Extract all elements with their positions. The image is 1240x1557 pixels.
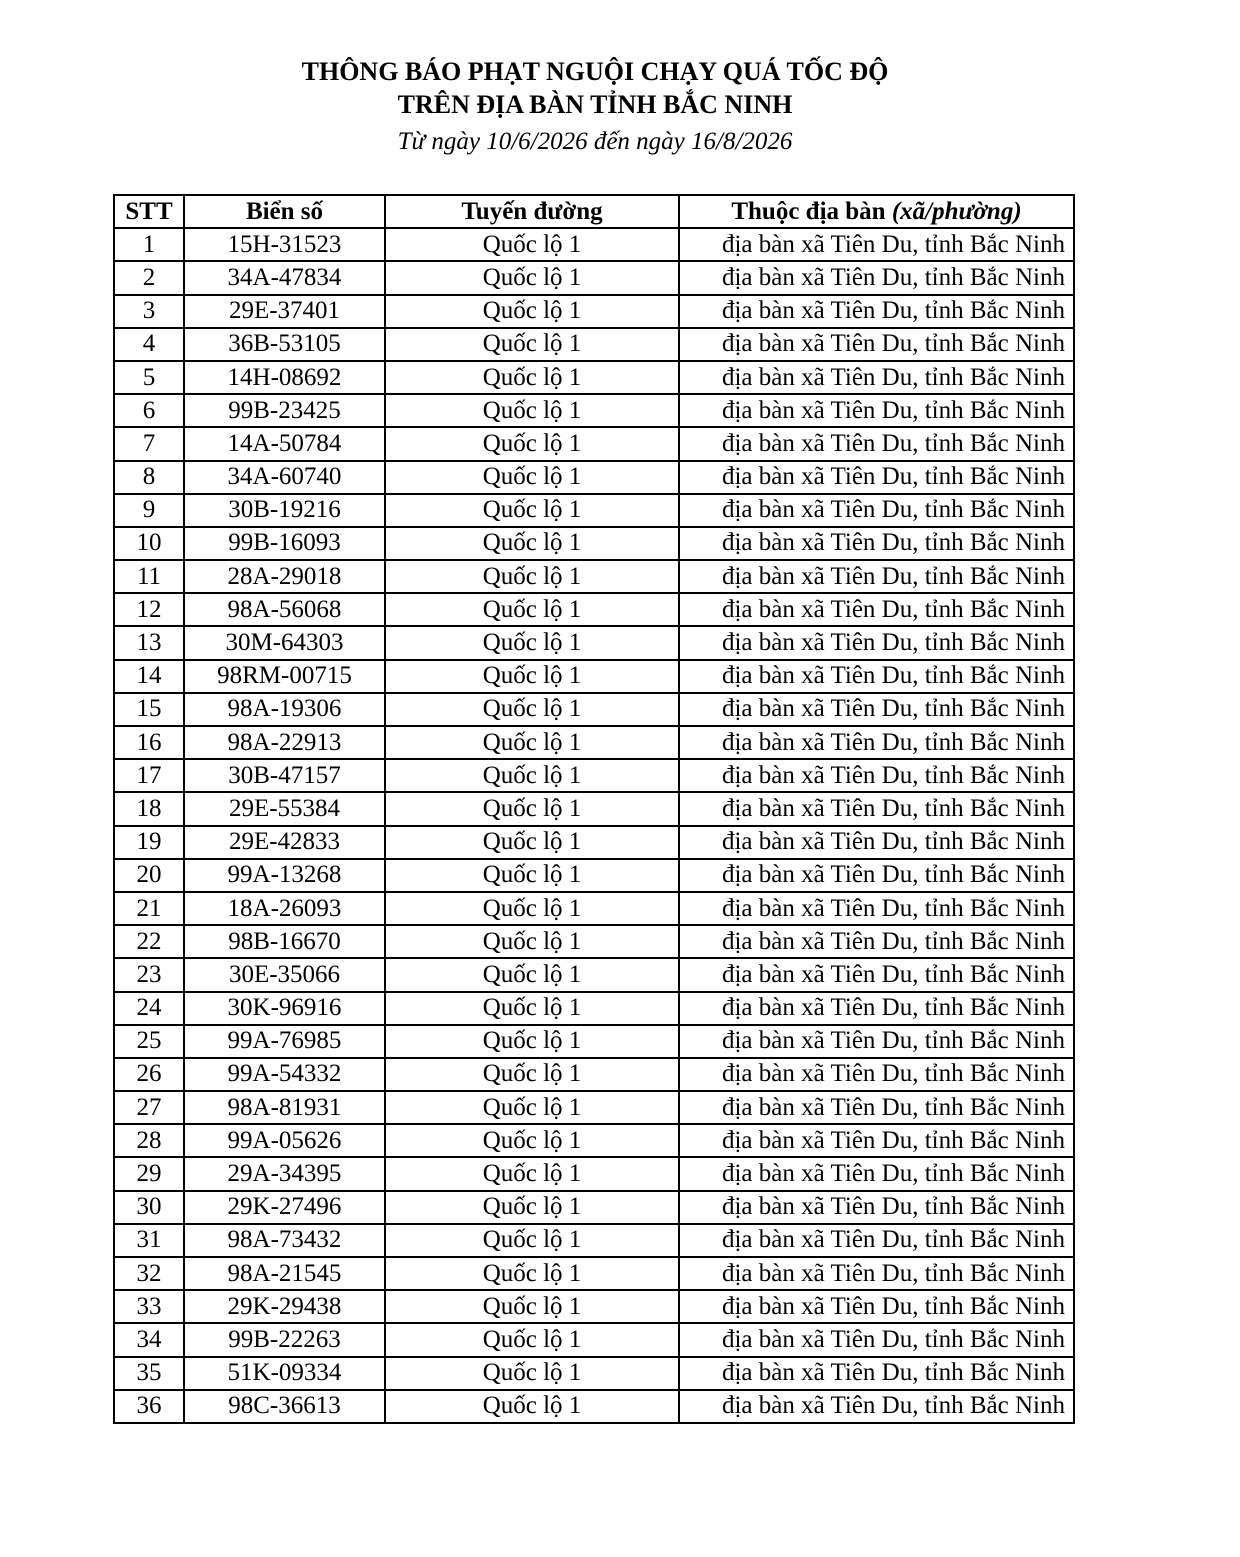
cell-area: địa bàn xã Tiên Du, tỉnh Bắc Ninh — [679, 1257, 1074, 1290]
cell-plate: 36B-53105 — [184, 328, 385, 361]
cell-area: địa bàn xã Tiên Du, tỉnh Bắc Ninh — [679, 228, 1074, 261]
table-row — [114, 1091, 1074, 1124]
cell-route: Quốc lộ 1 — [385, 228, 679, 261]
date-range-subtitle: Từ ngày 10/6/2026 đến ngày 16/8/2026 — [397, 128, 793, 155]
cell-stt: 26 — [114, 1058, 184, 1091]
cell-plate: 28A-29018 — [184, 560, 385, 593]
cell-route: Quốc lộ 1 — [385, 792, 679, 825]
cell-stt: 20 — [114, 859, 184, 892]
document-title-line1: THÔNG BÁO PHẠT NGUỘI CHẠY QUÁ TỐC ĐỘ — [301, 57, 889, 86]
cell-stt: 33 — [114, 1290, 184, 1323]
column-header-route: Tuyến đường — [385, 195, 679, 228]
cell-plate: 29E-55384 — [184, 792, 385, 825]
cell-plate: 98A-81931 — [184, 1091, 385, 1124]
cell-plate: 30K-96916 — [184, 992, 385, 1025]
table-row — [114, 1290, 1074, 1323]
cell-area: địa bàn xã Tiên Du, tỉnh Bắc Ninh — [679, 527, 1074, 560]
table-row — [114, 361, 1074, 394]
cell-route: Quốc lộ 1 — [385, 1224, 679, 1257]
cell-stt: 30 — [114, 1191, 184, 1224]
column-header-plate: Biển số — [184, 195, 385, 228]
cell-area: địa bàn xã Tiên Du, tỉnh Bắc Ninh — [679, 1390, 1074, 1423]
cell-plate: 98A-19306 — [184, 693, 385, 726]
cell-plate: 98A-73432 — [184, 1224, 385, 1257]
cell-route: Quốc lộ 1 — [385, 361, 679, 394]
cell-plate: 99A-05626 — [184, 1124, 385, 1157]
table-row — [114, 593, 1074, 626]
table-row — [114, 992, 1074, 1025]
cell-route: Quốc lộ 1 — [385, 859, 679, 892]
cell-route: Quốc lộ 1 — [385, 394, 679, 427]
table-row — [114, 626, 1074, 659]
cell-plate: 29K-27496 — [184, 1191, 385, 1224]
cell-stt: 32 — [114, 1257, 184, 1290]
cell-stt: 36 — [114, 1390, 184, 1423]
cell-area: địa bàn xã Tiên Du, tỉnh Bắc Ninh — [679, 660, 1074, 693]
cell-area: địa bàn xã Tiên Du, tỉnh Bắc Ninh — [679, 626, 1074, 659]
cell-area: địa bàn xã Tiên Du, tỉnh Bắc Ninh — [679, 361, 1074, 394]
cell-route: Quốc lộ 1 — [385, 527, 679, 560]
table-row — [114, 1025, 1074, 1058]
table-row — [114, 560, 1074, 593]
cell-area: địa bàn xã Tiên Du, tỉnh Bắc Ninh — [679, 859, 1074, 892]
cell-stt: 25 — [114, 1025, 184, 1058]
cell-area: địa bàn xã Tiên Du, tỉnh Bắc Ninh — [679, 759, 1074, 792]
cell-stt: 8 — [114, 461, 184, 494]
cell-stt: 2 — [114, 261, 184, 294]
cell-stt: 3 — [114, 295, 184, 328]
cell-area: địa bàn xã Tiên Du, tỉnh Bắc Ninh — [679, 958, 1074, 991]
table-row — [114, 295, 1074, 328]
cell-stt: 27 — [114, 1091, 184, 1124]
cell-route: Quốc lộ 1 — [385, 826, 679, 859]
cell-area: địa bàn xã Tiên Du, tỉnh Bắc Ninh — [679, 1191, 1074, 1224]
cell-stt: 21 — [114, 892, 184, 925]
table-row — [114, 693, 1074, 726]
table-row — [114, 958, 1074, 991]
cell-area: địa bàn xã Tiên Du, tỉnh Bắc Ninh — [679, 394, 1074, 427]
cell-plate: 30M-64303 — [184, 626, 385, 659]
cell-route: Quốc lộ 1 — [385, 1191, 679, 1224]
cell-plate: 99B-22263 — [184, 1323, 385, 1356]
table-row — [114, 792, 1074, 825]
cell-stt: 28 — [114, 1124, 184, 1157]
cell-plate: 30E-35066 — [184, 958, 385, 991]
cell-plate: 98B-16670 — [184, 925, 385, 958]
cell-route: Quốc lộ 1 — [385, 1025, 679, 1058]
cell-area: địa bàn xã Tiên Du, tỉnh Bắc Ninh — [679, 494, 1074, 527]
cell-route: Quốc lộ 1 — [385, 1058, 679, 1091]
cell-route: Quốc lộ 1 — [385, 261, 679, 294]
cell-area: địa bàn xã Tiên Du, tỉnh Bắc Ninh — [679, 826, 1074, 859]
column-header-area — [679, 195, 1074, 228]
cell-route: Quốc lộ 1 — [385, 626, 679, 659]
cell-route: Quốc lộ 1 — [385, 295, 679, 328]
column-header-area-main: Thuộc địa bàn — [731, 197, 886, 225]
table-row — [114, 427, 1074, 460]
cell-area: địa bàn xã Tiên Du, tỉnh Bắc Ninh — [679, 427, 1074, 460]
table-row — [114, 892, 1074, 925]
cell-area: địa bàn xã Tiên Du, tỉnh Bắc Ninh — [679, 593, 1074, 626]
cell-plate: 99A-13268 — [184, 859, 385, 892]
cell-route: Quốc lộ 1 — [385, 1091, 679, 1124]
cell-area: địa bàn xã Tiên Du, tỉnh Bắc Ninh — [679, 295, 1074, 328]
cell-route: Quốc lộ 1 — [385, 726, 679, 759]
cell-plate: 99B-16093 — [184, 527, 385, 560]
cell-route: Quốc lộ 1 — [385, 427, 679, 460]
cell-area: địa bàn xã Tiên Du, tỉnh Bắc Ninh — [679, 1157, 1074, 1190]
cell-area: địa bàn xã Tiên Du, tỉnh Bắc Ninh — [679, 1124, 1074, 1157]
cell-area: địa bàn xã Tiên Du, tỉnh Bắc Ninh — [679, 892, 1074, 925]
table-row — [114, 1390, 1074, 1423]
table-row — [114, 494, 1074, 527]
table-row — [114, 228, 1074, 261]
cell-stt: 31 — [114, 1224, 184, 1257]
cell-stt: 1 — [114, 228, 184, 261]
table-row — [114, 1323, 1074, 1356]
cell-route: Quốc lộ 1 — [385, 958, 679, 991]
cell-stt: 4 — [114, 328, 184, 361]
table-row — [114, 1357, 1074, 1390]
cell-plate: 15H-31523 — [184, 228, 385, 261]
cell-plate: 29E-37401 — [184, 295, 385, 328]
document-title-line2: TRÊN ĐỊA BÀN TỈNH BẮC NINH — [397, 90, 793, 119]
cell-route: Quốc lộ 1 — [385, 693, 679, 726]
cell-area: địa bàn xã Tiên Du, tỉnh Bắc Ninh — [679, 925, 1074, 958]
cell-route: Quốc lộ 1 — [385, 494, 679, 527]
cell-stt: 5 — [114, 361, 184, 394]
cell-plate: 98A-22913 — [184, 726, 385, 759]
cell-stt: 23 — [114, 958, 184, 991]
cell-route: Quốc lộ 1 — [385, 328, 679, 361]
cell-route: Quốc lộ 1 — [385, 1390, 679, 1423]
cell-route: Quốc lộ 1 — [385, 759, 679, 792]
cell-route: Quốc lộ 1 — [385, 1357, 679, 1390]
cell-area: địa bàn xã Tiên Du, tỉnh Bắc Ninh — [679, 1357, 1074, 1390]
cell-plate: 99A-54332 — [184, 1058, 385, 1091]
cell-plate: 34A-60740 — [184, 461, 385, 494]
cell-plate: 34A-47834 — [184, 261, 385, 294]
cell-route: Quốc lộ 1 — [385, 892, 679, 925]
table-row — [114, 527, 1074, 560]
cell-area: địa bàn xã Tiên Du, tỉnh Bắc Ninh — [679, 1058, 1074, 1091]
cell-area: địa bàn xã Tiên Du, tỉnh Bắc Ninh — [679, 1224, 1074, 1257]
cell-plate: 98A-21545 — [184, 1257, 385, 1290]
cell-route: Quốc lộ 1 — [385, 1157, 679, 1190]
cell-plate: 29K-29438 — [184, 1290, 385, 1323]
cell-area: địa bàn xã Tiên Du, tỉnh Bắc Ninh — [679, 1025, 1074, 1058]
table-row — [114, 859, 1074, 892]
cell-stt: 24 — [114, 992, 184, 1025]
cell-route: Quốc lộ 1 — [385, 925, 679, 958]
cell-stt: 18 — [114, 792, 184, 825]
cell-area: địa bàn xã Tiên Du, tỉnh Bắc Ninh — [679, 1091, 1074, 1124]
cell-area: địa bàn xã Tiên Du, tỉnh Bắc Ninh — [679, 726, 1074, 759]
cell-plate: 99A-76985 — [184, 1025, 385, 1058]
cell-stt: 34 — [114, 1323, 184, 1356]
cell-route: Quốc lộ 1 — [385, 660, 679, 693]
cell-stt: 12 — [114, 593, 184, 626]
cell-plate: 30B-47157 — [184, 759, 385, 792]
column-header-area-italic: (xã/phường) — [891, 197, 1022, 225]
cell-route: Quốc lộ 1 — [385, 593, 679, 626]
cell-stt: 7 — [114, 427, 184, 460]
table-row — [114, 726, 1074, 759]
cell-area: địa bàn xã Tiên Du, tỉnh Bắc Ninh — [679, 461, 1074, 494]
cell-stt: 14 — [114, 660, 184, 693]
cell-plate: 98A-56068 — [184, 593, 385, 626]
cell-stt: 10 — [114, 527, 184, 560]
table-row — [114, 925, 1074, 958]
cell-plate: 98C-36613 — [184, 1390, 385, 1423]
table-row — [114, 261, 1074, 294]
cell-area: địa bàn xã Tiên Du, tỉnh Bắc Ninh — [679, 992, 1074, 1025]
table-row — [114, 660, 1074, 693]
column-header-stt: STT — [114, 195, 184, 228]
cell-area: địa bàn xã Tiên Du, tỉnh Bắc Ninh — [679, 792, 1074, 825]
table-row — [114, 759, 1074, 792]
cell-route: Quốc lộ 1 — [385, 1290, 679, 1323]
cell-route: Quốc lộ 1 — [385, 1257, 679, 1290]
cell-stt: 19 — [114, 826, 184, 859]
cell-area: địa bàn xã Tiên Du, tỉnh Bắc Ninh — [679, 261, 1074, 294]
table-row — [114, 826, 1074, 859]
cell-plate: 18A-26093 — [184, 892, 385, 925]
cell-plate: 98RM-00715 — [184, 660, 385, 693]
table-row — [114, 1257, 1074, 1290]
cell-route: Quốc lộ 1 — [385, 1124, 679, 1157]
table-row — [114, 1124, 1074, 1157]
cell-area: địa bàn xã Tiên Du, tỉnh Bắc Ninh — [679, 1323, 1074, 1356]
violations-table — [113, 194, 1075, 1424]
table-row — [114, 1058, 1074, 1091]
table-row — [114, 1224, 1074, 1257]
cell-stt: 16 — [114, 726, 184, 759]
cell-route: Quốc lộ 1 — [385, 1323, 679, 1356]
cell-plate: 14H-08692 — [184, 361, 385, 394]
cell-stt: 35 — [114, 1357, 184, 1390]
cell-area: địa bàn xã Tiên Du, tỉnh Bắc Ninh — [679, 1290, 1074, 1323]
cell-plate: 99B-23425 — [184, 394, 385, 427]
cell-area: địa bàn xã Tiên Du, tỉnh Bắc Ninh — [679, 693, 1074, 726]
cell-route: Quốc lộ 1 — [385, 992, 679, 1025]
cell-plate: 29E-42833 — [184, 826, 385, 859]
cell-stt: 13 — [114, 626, 184, 659]
cell-stt: 9 — [114, 494, 184, 527]
cell-stt: 6 — [114, 394, 184, 427]
cell-stt: 22 — [114, 925, 184, 958]
table-row — [114, 394, 1074, 427]
cell-stt: 15 — [114, 693, 184, 726]
cell-area: địa bàn xã Tiên Du, tỉnh Bắc Ninh — [679, 328, 1074, 361]
cell-plate: 29A-34395 — [184, 1157, 385, 1190]
table-header-row — [114, 195, 1074, 228]
cell-stt: 11 — [114, 560, 184, 593]
table-row — [114, 461, 1074, 494]
table-body — [114, 228, 1074, 1423]
cell-stt: 29 — [114, 1157, 184, 1190]
cell-stt: 17 — [114, 759, 184, 792]
cell-plate: 14A-50784 — [184, 427, 385, 460]
cell-area: địa bàn xã Tiên Du, tỉnh Bắc Ninh — [679, 560, 1074, 593]
table-row — [114, 328, 1074, 361]
cell-plate: 51K-09334 — [184, 1357, 385, 1390]
table-row — [114, 1157, 1074, 1190]
cell-plate: 30B-19216 — [184, 494, 385, 527]
cell-route: Quốc lộ 1 — [385, 461, 679, 494]
table-row — [114, 1191, 1074, 1224]
cell-route: Quốc lộ 1 — [385, 560, 679, 593]
